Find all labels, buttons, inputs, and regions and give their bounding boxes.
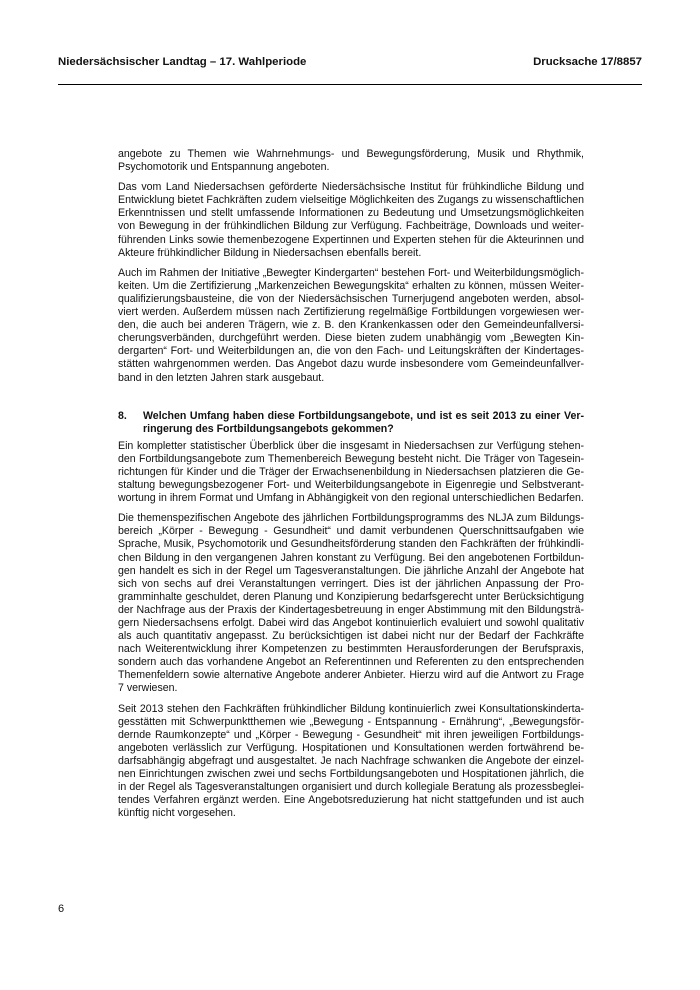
question-heading xyxy=(118,410,584,436)
header-parliament-title: Niedersächsischer Landtag – 17. Wahlperiode xyxy=(58,56,307,68)
page-number: 6 xyxy=(58,903,65,915)
answer-paragraph-overview: Ein kompletter statistischer Überblick über die insgesamt in Niedersachsen zur Verfügung stehenden Fortbildungsangebote zum Themenbereich Bewegung besteht nicht. Die Träger von Tageseinrichtungen für Kinder und die Träger der Erwachsenenbildung in Niedersachsen platzieren die Gestaltung bewegungsbezogener Fort- und Weiterbildungsangebote in Eigenregie und Selbstverantwortung in ihrem Format und Umfang in Abhängigkeit von den regional unterschiedlichen Bedarfen. xyxy=(118,439,584,505)
paragraph-institute: Das vom Land Niedersachsen geförderte Niedersächsische Institut für frühkindliche Bildung und Entwicklung bietet Fachkräften zudem vielseitige Möglichkeiten des Zugangs zu wissenschaftlichen Erkenntnissen und stellt umfassende Informationen zu Bedeutung und Umsetzungsmöglichkeiten von Bewegung in der frühkindlichen Bildung zur Verfügung. Fachbeiträge, Downloads und weiterführenden Links sowie themenbezogene Expertinnen und Experten stehen für die Akteurinnen und Akteure frühkindlicher Bildung in Niedersachsen ebenfalls bereit. xyxy=(118,181,584,259)
paragraph-bewegter-kindergarten: Auch im Rahmen der Initiative „Bewegter Kindergarten“ bestehen Fort- und Weiterbildungsmöglichkeiten. Um die Zertifizierung „Markenzeichen Bewegungskita“ erhalten zu können, müssen Weiterqualifizierungsbausteine, die von der Niedersächsischen Turnerjugend angeboten werden, absolviert werden. Außerdem müssen nach Zertifizierung regelmäßige Fortbildungen vorgewiesen werden, die auch bei anderen Trägern, wie z. B. den Krankenkassen oder den Gemeindeunfallversicherungsverbänden, durchgeführt werden. Diese bieten zudem unabhängig vom „Bewegten Kindergarten“ Fort- und Weiterbildungen an, die von den Fach- und Leitungskräften der Kindertagesstätten wahrgenommen werden. Das Angebot dazu wurde insbesondere vom Gemeindeunfallverband in den letzten Jahren stark ausgebaut. xyxy=(118,266,584,384)
page-header xyxy=(58,56,642,68)
question-text: Welchen Umfang haben diese Fortbildungsangebote, und ist es seit 2013 zu einer Verringerung des Fortbildungsangebots gekommen? xyxy=(143,409,584,435)
header-divider xyxy=(58,84,642,85)
answer-paragraph-nlja: Die themenspezifischen Angebote des jährlichen Fortbildungsprogramms des NLJA zum Bildungsbereich „Körper - Bewegung - Gesundheit“ und damit verbundenen Querschnittsaufgaben wie Sprache, Musik, Psychomotorik und Gesundheitsförderung standen den Fachkräften der frühkindlichen Bildung in den vergangenen Jahren konstant zu Verfügung. Bei den angebotenen Fortbildungen handelt es sich in der Regel um Tagesveranstaltungen. Die jährliche Anzahl der Angebote hat sich von sechs auf drei Veranstaltungen verringert. Dies ist der jährlichen Anpassung der Programminhalte geschuldet, deren Planung und Konzipierung bedarfsgerecht unter Berücksichtigung der Nachfrage aus der Praxis der Kindertagesbetreuung in enger Abstimmung mit den Bildungsträgern Niedersachsens erfolgt. Dabei wird das Angebot kontinuierlich evaluiert und sowohl qualitativ als auch quantitativ angepasst. Zu berücksichtigen ist dabei nicht nur der Bedarf der Fachkräfte nach Weiterentwicklung ihrer Kompetenzen zu bestimmten Herausforderungen der Berufspraxis, sondern auch das vorhandene Angebot an Referentinnen und Referenten zu den entsprechenden Themenfeldern sowie alternative Angebote anderer Anbieter. Hierzu wird auf die Antwort zu Frage 7 verwiesen. xyxy=(118,512,584,695)
answer-paragraph-consultation: Seit 2013 stehen den Fachkräften frühkindlicher Bildung kontinuierlich zwei Konsultationskindertagesstätten mit Schwerpunktthemen wie „Bewegung - Entspannung - Ernährung“, „Bewegungsfördernde Raumkonzepte“ und „Körper - Bewegung - Gesundheit“ mit ihren jeweiligen Fortbildungsangeboten verlässlich zur Verfügung. Hospitationen und Konsultationen werden fortwährend bedarfsabhängig abgefragt und ausgestaltet. Je nach Nachfrage schwanken die Angebote der einzelnen Einrichtungen zwischen zwei und sechs Fortbildungsangeboten und Hospitationen jährlich, die in der Regel als Tagesveranstaltungen organisiert und durch kollegiale Beratung als prozessbegleitendes Verfahren ergänzt werden. Eine Angebotsreduzierung hat nicht stattgefunden und ist auch künftig nicht vorgesehen. xyxy=(118,702,584,820)
question-number: 8. xyxy=(118,409,127,422)
document-body xyxy=(118,148,584,827)
header-document-number: Drucksache 17/8857 xyxy=(533,56,642,68)
paragraph-continuation: angebote zu Themen wie Wahrnehmungs- und Bewegungsförderung, Musik und Rhythmik, Psychomotorik und Entspannung angeboten. xyxy=(118,148,584,174)
